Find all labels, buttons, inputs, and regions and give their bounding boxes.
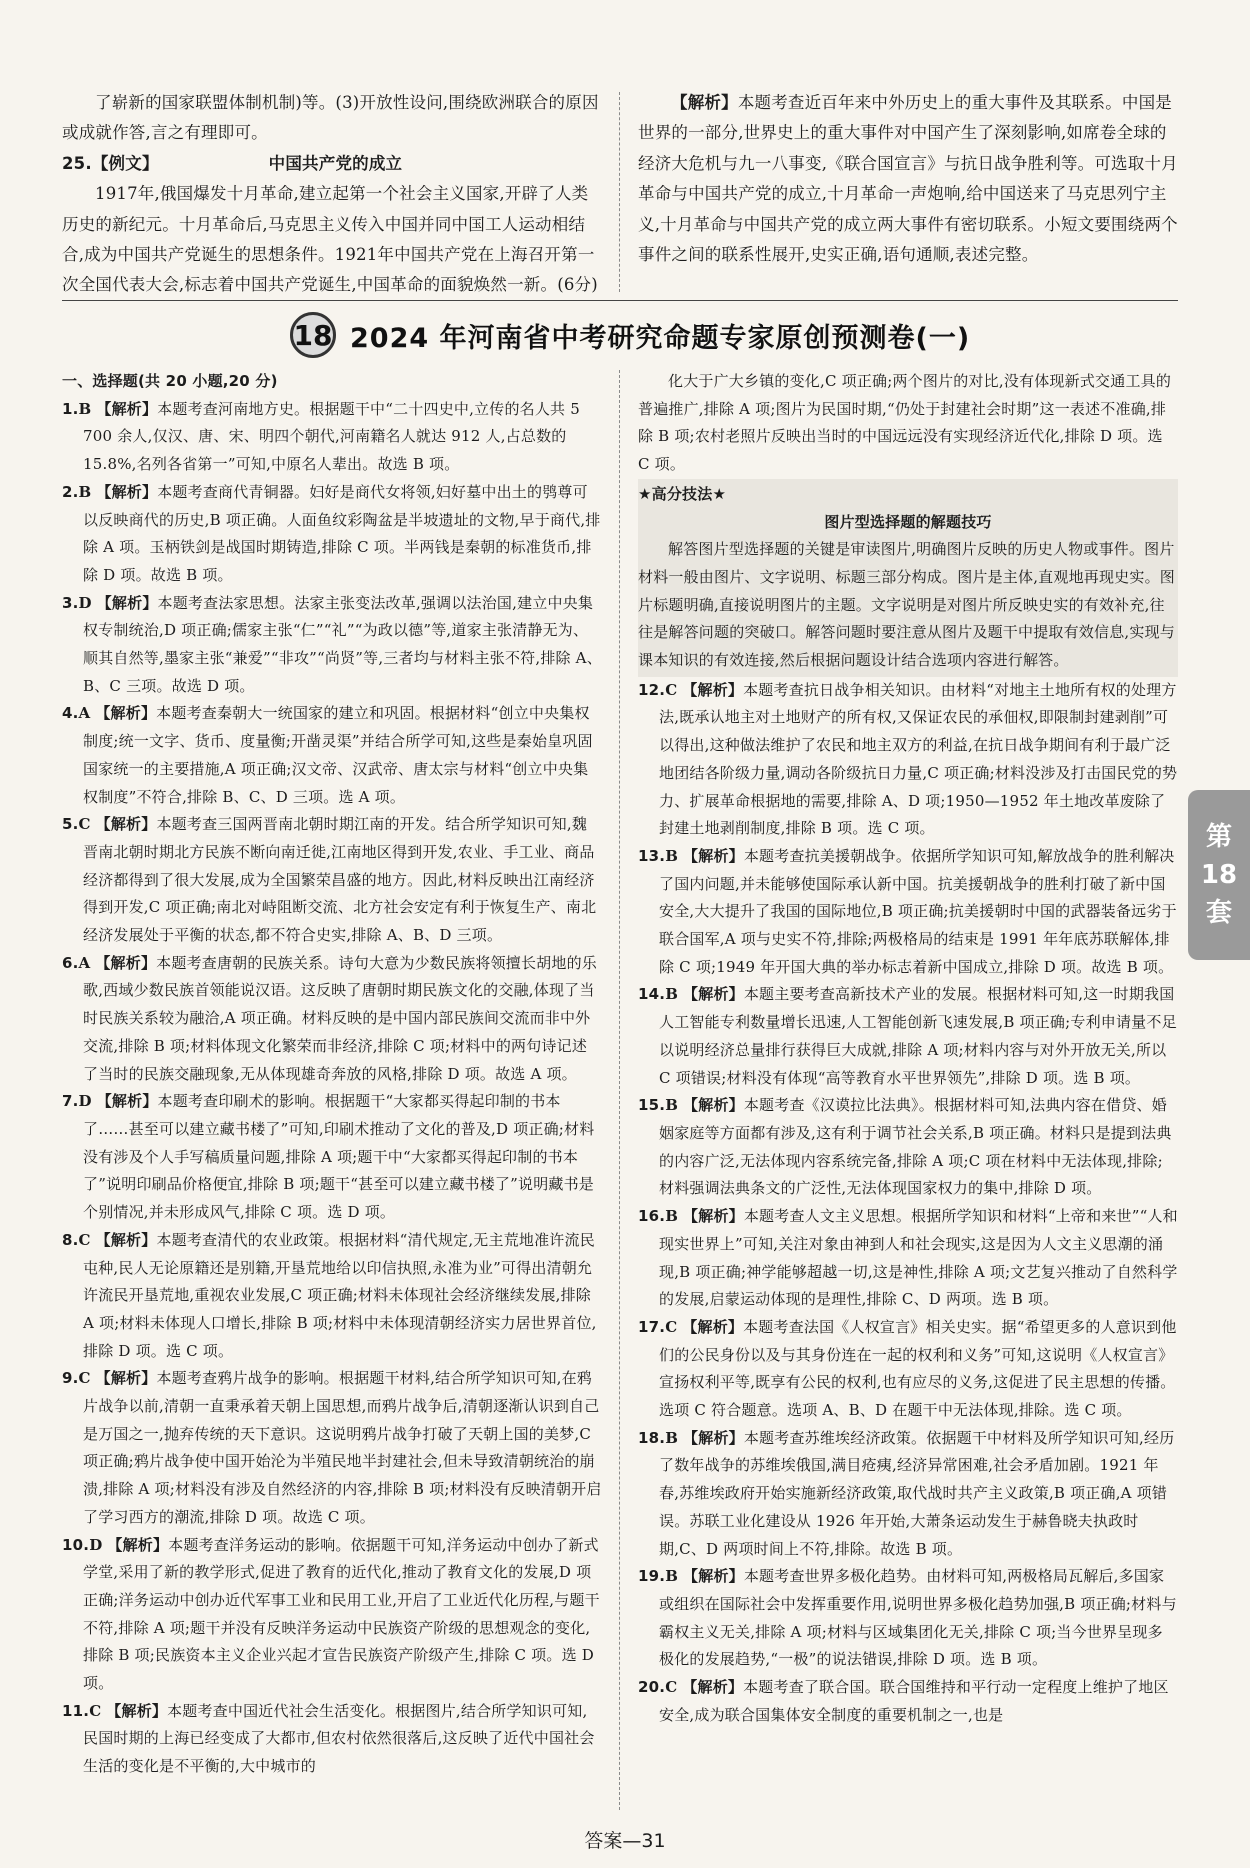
question-number: 2.	[62, 482, 79, 501]
set-title: 2024 年河南省中考研究命题专家原创预测卷(一)	[350, 322, 971, 354]
analysis-tag: 【解析】	[682, 1317, 744, 1336]
analysis-tag: 【解析】	[96, 593, 158, 612]
question-number: 1.	[62, 399, 79, 418]
page-footer: 答案—31	[584, 1830, 666, 1852]
answer-item	[62, 396, 602, 479]
analysis-tag: 【解析】	[96, 482, 158, 501]
analysis-text: 本题考查商代青铜器。妇好是商代女将领,妇好墓中出土的鸮尊可以反映商代的历史,B 项正确。人面鱼纹彩陶盆是半坡遗址的文物,早于商代,排除 A 项。玉柄铁剑是战国时期铸造,排除 C 项。半两钱是秦朝的标准货币,排除 D 项。故选 B 项。	[83, 482, 601, 584]
analysis-tag: 【解析】	[682, 1678, 744, 1697]
answer-item	[638, 1314, 1178, 1425]
analysis-tag: 【解析】	[95, 704, 157, 723]
answer-letter: C	[665, 1678, 678, 1697]
question-number: 8.	[62, 1230, 79, 1249]
answer-item	[62, 1365, 602, 1531]
answer-letter: B	[665, 1428, 679, 1447]
answer-item	[62, 950, 602, 1089]
answer-item	[62, 1227, 602, 1366]
tips-body: 解答图片型选择题的关键是审读图片,明确图片反映的历史人物或事件。图片材料一般由图片、文字说明、标题三部分构成。图片是主体,直观地再现史实。图片标题明确,直接说明图片的主题。文字说明是对图片所反映史实的有效补充,往往是解答问题的突破口。解答问题时要注意从图片及题干中提取有效信息,实现与课本知识的有效连接,然后根据问题设计结合选项内容进行解答。	[638, 540, 1175, 670]
analysis-text: 本题考查鸦片战争的影响。根据题干材料,结合所学知识可知,在鸦片战争以前,清朝一直秉承着天朝上国思想,而鸦片战争后,清朝逐渐认识到自己是万国之一,抛弃传统的天下意识。这说明鸦片战争打破了天朝上国的美梦,C 项正确;鸦片战争使中国开始沦为半殖民地半封建社会,但未导致清朝统治的崩溃,排除 A 项;材料没有涉及自然经济的内容,排除 B 项;材料没有反映清朝开启了学习西方的潮流,排除 D 项。故选 C 项。	[83, 1369, 602, 1526]
analysis-tag: 【解析】	[96, 399, 158, 418]
section-rule	[62, 300, 1178, 301]
analysis-tag: 【解析】	[95, 1369, 157, 1388]
answer-letter: C	[78, 1230, 91, 1249]
analysis-text: 本题考查了联合国。联合国维持和平行动一定程度上维护了地区安全,成为联合国集体安全制度的重要机制之一,也是	[659, 1678, 1169, 1724]
set-side-tab	[1188, 790, 1250, 960]
q11-continuation: 化大于广大乡镇的变化,C 项正确;两个图片的对比,没有体现新式交通工具的普遍推广,排除 A 项;图片为民国时期,“仍处于封建社会时期”这一表述不准确,排除 B 项;农村老照片反映出当时的中国远远没有实现经济近代化,排除 D 项。选 C 项。	[638, 372, 1172, 474]
analysis-tag: 【解析】	[95, 815, 157, 834]
side-tab-top: 第	[1205, 822, 1232, 852]
question-number: 17.	[638, 1317, 666, 1336]
analysis-text: 本题考查洋务运动的影响。依据题干可知,洋务运动中创办了新式学堂,采用了新的教学形式,促进了教育的近代化,推动了教育文化的发展,D 项正确;洋务运动中创办近代军事工业和民用工业,开启了工业近代化历程,与题干不符,排除 A 项;题干并没有反映洋务运动中民族资产阶级的思想观念的变化,排除 B 项;民族资本主义企业兴起才宣告民族资产阶级产生,排除 C 项。选 D 项。	[83, 1535, 600, 1693]
question-number: 18.	[638, 1428, 666, 1447]
answer-letter: C	[665, 1317, 678, 1336]
analysis-text: 本题考查清代的农业政策。根据材料“清代规定,无主荒地准许流民屯种,民人无论原籍还是别籍,开垦荒地给以印信执照,永准为业”可得出清朝允许流民开垦荒地,重视农业发展,C 项正确;材料未体现社会经济继续发展,排除 A 项;材料未体现人口增长,排除 B 项;材料中未体现清朝经济实力居世界首位,排除 D 项。选 C 项。	[83, 1230, 597, 1360]
question-number: 11.	[62, 1701, 90, 1720]
answer-item	[62, 1532, 602, 1698]
q25-body: 1917年,俄国爆发十月革命,建立起第一个社会主义国家,开辟了人类历史的新纪元。十月革命后,马克思主义传入中国并同中国工人运动相结合,成为中国共产党诞生的思想条件。1921年中国共产党在上海召开第一次全国代表大会,标志着中国共产党诞生,中国革命的面貌焕然一新。(6分)	[62, 184, 598, 295]
analysis-tag: 【解析】	[107, 1535, 169, 1554]
top-left-column	[62, 88, 602, 301]
answer-item	[638, 1203, 1178, 1314]
answer-letter: B	[665, 1207, 679, 1226]
answer-letter: B	[665, 985, 679, 1004]
analysis-tag: 【解析】	[683, 846, 744, 865]
question-number: 16.	[638, 1207, 666, 1226]
answer-item	[62, 590, 602, 701]
answer-item	[638, 1425, 1178, 1564]
question-number: 7.	[62, 1092, 79, 1111]
answer-item	[638, 677, 1178, 843]
analysis-text: 本题考查法国《人权宣言》相关史实。据“希望更多的人意识到他们的公民身份以及与其身份连在一起的权利和义务”可知,这说明《人权宣言》宣扬权利平等,既享有公民的权利,也有应尽的义务,这促进了民主思想的传播。选项 C 符合题意。选项 A、B、D 在题干中无法体现,排除。选 C 项。	[659, 1317, 1177, 1420]
question-number: 15.	[638, 1096, 666, 1115]
analysis-tag: 【解析】	[95, 953, 157, 972]
analysis-text: 本题考查苏维埃经济政策。依据题干中材料及所学知识可知,经历了数年战争的苏维埃俄国,满目疮痍,经济异常困难,社会矛盾加剧。1921 年春,苏维埃政府开始实施新经济政策,取代战时共产主义政策,B 项正确,A 项错误。苏联工业化建设从 1926 年开始,大萧条运动发生于赫鲁晓夫执政时期,C、D 两项时间上不符,排除。故选 B 项。	[659, 1428, 1175, 1558]
set-title-bar	[290, 310, 970, 360]
column-divider-main	[619, 370, 620, 1810]
set-number-badge: 18	[290, 312, 336, 358]
question-number: 4.	[62, 704, 79, 723]
answer-item	[62, 700, 602, 811]
side-tab-bottom: 套	[1205, 898, 1232, 928]
answer-letter: C	[89, 1701, 102, 1720]
answer-item	[62, 1698, 602, 1781]
tips-box	[638, 479, 1178, 677]
column-divider-top	[619, 92, 620, 292]
prev-continuation: 了崭新的国家联盟体制机制)等。(3)开放性设问,围绕欧洲联合的原因或成就作答,言之有理即可。	[62, 93, 599, 143]
main-right-column	[638, 368, 1178, 1729]
answer-letter: C	[665, 680, 678, 699]
q25-number: 25.	[62, 153, 92, 173]
question-number: 3.	[62, 593, 79, 612]
q25-analysis-tag: 【解析】	[671, 93, 738, 112]
main-left-column	[62, 368, 602, 1781]
q25-heading	[62, 149, 602, 179]
tips-label: ★高分技法★	[638, 484, 727, 503]
answer-item	[638, 1674, 1178, 1729]
section-heading: 一、选择题(共 20 小题,20 分)	[62, 372, 278, 390]
analysis-text: 本题主要考查高新技术产业的发展。根据材料可知,这一时期我国人工智能专利数量增长迅速,人工智能创新飞速发展,B 项正确;专利申请量不足以说明经济总量排行获得巨大成就,排除 A 项;材料内容与对外开放无关,所以 C 项错误;材料没有体现“高等教育水平世界领先”,排除 D 项。选 B 项。	[659, 985, 1177, 1087]
analysis-tag: 【解析】	[683, 1567, 744, 1586]
analysis-tag: 【解析】	[683, 1207, 744, 1226]
answer-item	[638, 1563, 1178, 1674]
answer-letter: B	[665, 1567, 679, 1586]
analysis-text: 本题考查抗美援朝战争。依据所学知识可知,解放战争的胜利解决了国内问题,并未能够使国际承认新中国。抗美援朝战争的胜利打破了新中国安全,大大提升了我国的国际地位,B 项正确;抗美援朝时中国的武器装备远劣于联合国军,A 项与史实不符,排除;两极格局的结束是 1991 年年底苏联解体,排除 C 项;1949 年开国大典的举办标志着新中国成立,排除 D 项。故选 B 项。	[659, 846, 1177, 976]
question-number: 10.	[62, 1535, 90, 1554]
question-number: 20.	[638, 1678, 666, 1697]
answer-letter: B	[78, 482, 92, 501]
question-number: 5.	[62, 815, 79, 834]
analysis-text: 本题考查秦朝大一统国家的建立和巩固。根据材料“创立中央集权制度;统一文字、货币、度量衡;开凿灵渠”并结合所学可知,这些是秦始皇巩固国家统一的主要措施,A 项正确;汉文帝、汉武帝、唐太宗与材料“创立中央集权制度”不符合,排除 B、C、D 三项。选 A 项。	[83, 704, 593, 806]
answer-letter: B	[665, 846, 679, 865]
analysis-text: 本题考查印刷术的影响。根据题干“大家都买得起印制的书本了……甚至可以建立藏书楼了”可知,印刷术推动了文化的普及,D 项正确;材料没有涉及个人手写稿质量问题,排除 A 项;题干中“大家都买得起印制的书本了”说明印刷品价格便宜,排除 B 项;题干“甚至可以建立藏书楼了”说明藏书是个别情况,并未形成风气,排除 C 项。选 D 项。	[83, 1092, 595, 1222]
analysis-tag: 【解析】	[683, 1096, 744, 1115]
analysis-tag: 【解析】	[95, 1230, 157, 1249]
analysis-text: 本题考查河南地方史。根据题干中“二十四史中,立传的名人共 5 700 余人,仅汉、唐、宋、明四个朝代,河南籍名人就达 912 人,占总数的 15.8%,名列各省第一”可知,中原名人辈出。故选 B 项。	[83, 399, 580, 474]
question-number: 12.	[638, 680, 666, 699]
q25-title: 中国共产党的成立	[268, 153, 403, 173]
answer-letter: D	[89, 1535, 103, 1554]
analysis-text: 本题考查抗日战争相关知识。由材料“对地主土地所有权的处理方法,既承认地主对土地财产的所有权,又保证农民的承佃权,即限制封建剥削”可以得出,这种做法维护了农民和地主双方的利益,在抗日战争期间有利于最广泛地团结各阶级力量,调动各阶级抗日力量,C 项正确;材料没涉及打击国民党的势力、扩展革命根据地的需要,排除 A、D 项;1950—1952 年土地改革废除了封建土地剥削制度,排除 B 项。选 C 项。	[659, 680, 1178, 838]
answer-item	[638, 843, 1178, 982]
analysis-text: 本题考查唐朝的民族关系。诗句大意为少数民族将领擅长胡地的乐歌,西域少数民族首领能说汉语。这反映了唐朝时期民族文化的交融,体现了当时民族关系较为融洽,A 项正确。材料反映的是中国内部民族间交流而非中外交流,排除 B 项;材料体现文化繁荣而非经济,排除 C 项;材料中的两句诗记述了当时的民族交融现象,无从体现雄奇奔放的风格,排除 D 项。故选 A 项。	[83, 953, 597, 1083]
analysis-text: 本题考查世界多极化趋势。由材料可知,两极格局瓦解后,多国家或组织在国际社会中发挥重要作用,说明世界多极化趋势加强,B 项正确;材料与霸权主义无关,排除 A 项;材料与区域集团化无关,排除 C 项;当今世界呈现多极化的发展趋势,“一极”的说法错误,排除 D 项。选 B 项。	[659, 1567, 1177, 1669]
answer-item	[638, 981, 1178, 1092]
analysis-text: 本题考查人文主义思想。根据所学知识和材料“上帝和来世”“人和现实世界上”可知,关注对象由神到人和社会现实,这是因为人文主义思潮的涌现,B 项正确;神学能够超越一切,这是神性,排除 A 项;文艺复兴推动了自然科学的发展,启蒙运动体现的是理性,排除 C、D 两项。选 B 项。	[659, 1207, 1178, 1309]
answer-letter: D	[78, 1092, 92, 1111]
answer-letter: C	[78, 1369, 91, 1388]
q25-tag: 【例文】	[91, 153, 159, 173]
analysis-text: 本题考查法家思想。法家主张变法改革,强调以法治国,建立中央集权专制统治,D 项正确;儒家主张“仁”“礼”“为政以德”等,道家主张清静无为、顺其自然等,墨家主张“兼爱”“非攻”“尚贤”等,三者均与材料主张不符,排除 A、B、C 三项。故选 D 项。	[83, 593, 602, 695]
tips-title: 图片型选择题的解题技巧	[824, 512, 992, 531]
q25-analysis-text: 本题考查近百年来中外历史上的重大事件及其联系。中国是世界的一部分,世界史上的重大事件对中国产生了深刻影响,如席卷全球的经济大危机与九一八事变,《联合国宣言》与抗日战争胜利等。可选取十月革命与中国共产党的成立,十月革命一声炮响,给中国送来了马克思列宁主义,十月革命与中国共产党的成立两大事件有密切联系。小短文要围绕两个事件之间的联系性展开,史实正确,语句通顺,表述完整。	[638, 93, 1178, 265]
top-right-column	[638, 88, 1178, 270]
side-tab-number: 18	[1200, 860, 1238, 890]
answer-letter: D	[78, 593, 92, 612]
answer-letter: C	[78, 815, 91, 834]
answer-item	[62, 811, 602, 950]
question-number: 19.	[638, 1567, 666, 1586]
answer-letter: A	[78, 704, 91, 723]
answer-item	[638, 1092, 1178, 1203]
question-number: 6.	[62, 953, 79, 972]
analysis-tag: 【解析】	[683, 1428, 744, 1447]
analysis-text: 本题考查中国近代社会生活变化。根据图片,结合所学知识可知,民国时期的上海已经变成了大都市,但农村依然很落后,这反映了近代中国社会生活的变化是不平衡的,大中城市的	[83, 1701, 595, 1776]
answer-letter: B	[665, 1096, 679, 1115]
analysis-tag: 【解析】	[96, 1092, 158, 1111]
question-number: 9.	[62, 1369, 79, 1388]
analysis-tag: 【解析】	[682, 680, 744, 699]
answer-item	[62, 479, 602, 590]
analysis-text: 本题考查《汉谟拉比法典》。根据材料可知,法典内容在借贷、婚姻家庭等方面都有涉及,这有利于调节社会关系,B 项正确。材料只是提到法典的内容广泛,无法体现内容系统完备,排除 A 项;C 项在材料中无法体现,排除;材料强调法典条文的广泛性,无法体现国家权力的集中,排除 D 项。	[659, 1096, 1172, 1198]
answer-item	[62, 1088, 602, 1227]
answer-letter: A	[78, 953, 91, 972]
answer-letter: B	[78, 399, 92, 418]
analysis-tag: 【解析】	[683, 985, 744, 1004]
analysis-text: 本题考查三国两晋南北朝时期江南的开发。结合所学知识可知,魏晋南北朝时期北方民族不断向南迁徙,江南地区得到开发,农业、手工业、商品经济都得到了很大发展,成为全国繁荣昌盛的地方。因此,材料反映出江南经济得到开发,C 项正确;南北对峙阻断交流、北方社会安定有利于恢复生产、南北经济发展处于平衡的状态,都不符合史实,排除 A、B、D 三项。	[83, 815, 597, 945]
question-number: 13.	[638, 846, 666, 865]
analysis-tag: 【解析】	[106, 1701, 168, 1720]
question-number: 14.	[638, 985, 666, 1004]
